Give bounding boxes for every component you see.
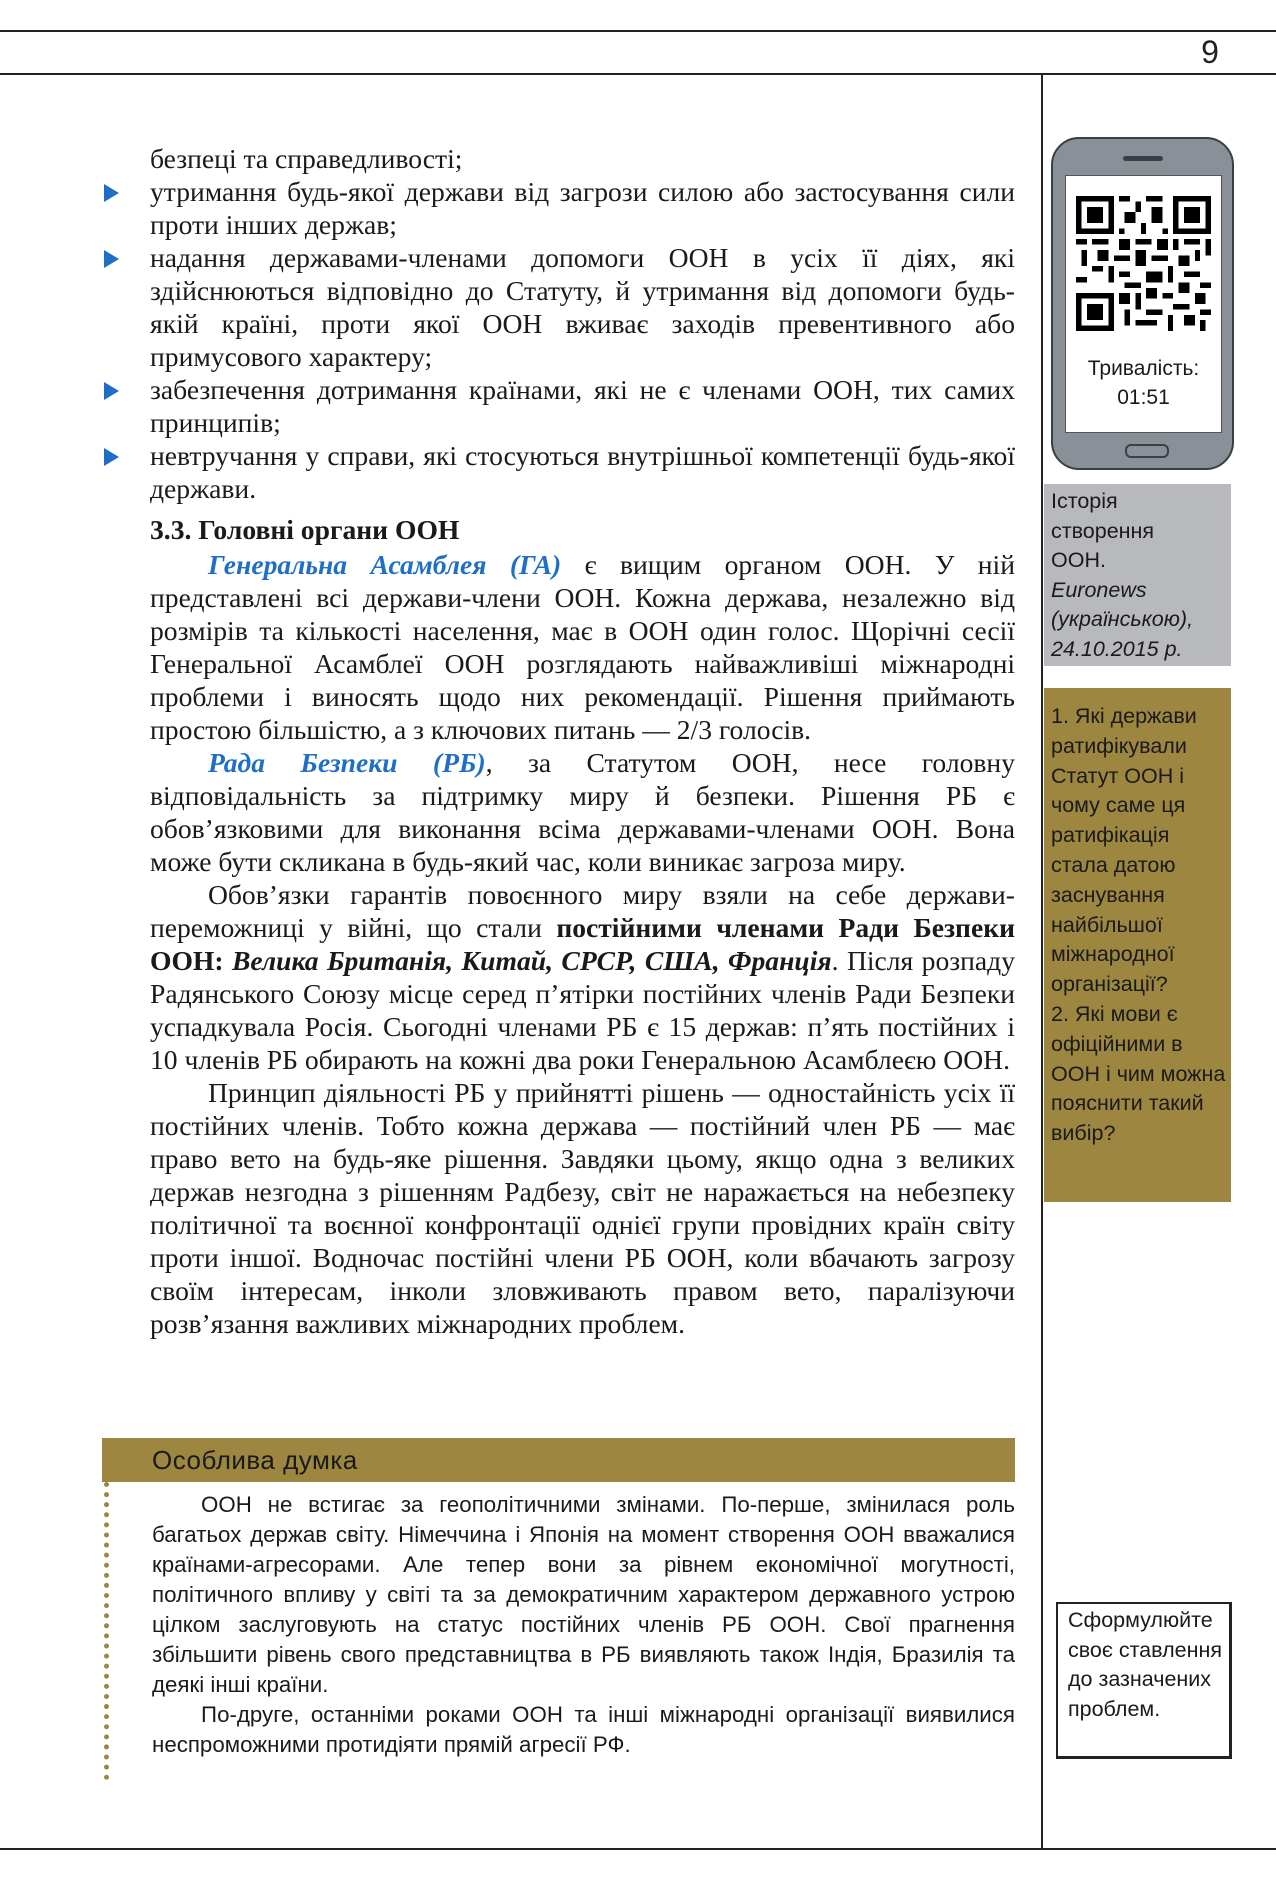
questions-box [1044, 688, 1231, 1202]
video-source-name: Euronews [1051, 577, 1147, 602]
opinion-paragraph: ООН не встигає за геополітичними змінами. По-перше, змінилася роль багатьох держав світу. Німеччина і Японія на момент створення ООН вважалися країнами-агресорами. Але тепер вони за рівнем економічної могутності, політичного впливу у світі та за демократичним характером державного устрою цілком заслуговують на статус постійних членів РБ ООН. Свої прагнення збільшити рівень свого представництва в РБ виявляють також Індія, Бразилія та деякі інші країни. [152, 1492, 1015, 1697]
paragraph-security-council [150, 746, 1015, 878]
permanent-members-list: Велика Британія, Китай, СРСР, США, Франція [232, 945, 832, 976]
special-opinion-box [102, 1438, 1015, 1780]
continuation-text: безпеці та справедливості; [150, 143, 463, 174]
task-box: Сформулюйте своє ставлення до зазначених проблем. [1056, 1602, 1232, 1759]
opinion-paragraph: По-друге, останніми роками ООН та інші міжнародні організації виявилися неспроможними протидіяти прямій агресії РФ. [152, 1702, 1015, 1757]
qr-code-icon[interactable] [1076, 196, 1211, 331]
paragraph-text: . Після розпаду Радянського Союзу місце серед п’ятірки постійних членів Ради Безпеки успадкувала Росія. Сьогодні членами РБ є 15 держав: п’ять постійних і 10 членів РБ обирають на кожні два роки Генеральною Асамблеєю ООН. [150, 945, 1016, 1075]
list-item: утримання будь-якої держави від загрози силою або застосування сили проти інших держав; [150, 176, 1015, 240]
principles-list [150, 175, 1015, 505]
header-rule [0, 73, 1276, 75]
list-item: надання державами-членами допомоги ООН в усіх її діях, які здійснюються відповідно до Статуту, й утримання від допомоги будь-якій країні, проти якої ООН вживає заходів превентивного або примусового характеру; [150, 242, 1015, 372]
sidebar-divider [1041, 74, 1043, 1848]
special-opinion-title: Особлива думка [102, 1438, 1015, 1482]
video-language: (українською), [1051, 607, 1194, 631]
phone-screen [1065, 175, 1222, 433]
phone-icon [1051, 137, 1234, 470]
special-opinion-body [104, 1482, 1015, 1780]
paragraph-general-assembly [150, 548, 1015, 746]
duration-label: Тривалість: [1087, 357, 1200, 380]
paragraph-permanent-members [150, 878, 1015, 1076]
phone-home-button [1125, 444, 1169, 458]
main-text [150, 142, 1015, 1340]
phone-speaker [1123, 156, 1163, 161]
list-item: невтручання у справи, які стосуються внутрішньої компетенції будь-якої держави. [150, 440, 1015, 504]
list-item: забезпечення дотримання країнами, які не є членами ООН, тих самих принципів; [150, 374, 1015, 438]
video-caption-date [1051, 635, 1227, 665]
permanent-members-label: постійними членами Ради Безпеки ООН: [150, 912, 1015, 976]
video-caption-source [1051, 576, 1227, 606]
video-date: 24.10.2015 р. [1051, 636, 1183, 661]
term-security-council: Рада Безпеки (РБ) [207, 747, 486, 778]
video-caption-line: створення [1051, 518, 1155, 543]
video-duration [1066, 354, 1221, 412]
paragraph-text: є вищим органом ООН. У ній представлені всі держави-члени ООН. Кожна держава, незалежно від розмірів та кількості населення, має в ООН один голос. Щорічні сесії Генеральної Асамблеї ООН розглядають найважливіші міжнародні проблеми і виносять щодо них рекомендації. Рішення приймають простою більшістю, а з ключових питань — 2/3 голосів. [150, 549, 1015, 745]
video-caption-line: Історія [1051, 489, 1118, 513]
footer-rule [0, 1848, 1276, 1850]
paragraph-text: Обов’язки гарантів повоєнного миру взяли на себе держави-переможниці у війні, що стали [150, 879, 1015, 943]
video-caption [1044, 484, 1231, 666]
question-1: 1. Які держави ратифікували Статут ООН і чому саме ця ратифікація стала датою заснування найбільшої міжнародної організації? [1051, 704, 1197, 997]
video-caption-language [1051, 605, 1227, 635]
video-caption-line: ООН. [1051, 548, 1106, 572]
paragraph-veto: Принцип діяльності РБ у прийнятті рішень — одностайність усіх її постійних членів. Тобто кожна держава — постійний член РБ — має право вето на будь-яке рішення. Завдяки цьому, якщо одна з великих держав незгодна з рішенням Радбезу, світ не наражається на небезпеку політичної та воєнної конфронтації однієї групи провідних країн світу проти іншої. Водночас постійні члени РБ ООН, коли вбачають загрозу своїм інтересам, інколи зловживають правом вето, паралізуючи розв’язання важливих міжнародних проблем. [150, 1077, 1015, 1339]
paragraph-text: , за Статутом ООН, несе головну відповідальність за підтримку миру й безпеки. Рішення РБ є обов’язковими для виконання всіма державами-членами ООН. Вона може бути скликана в будь-який час, коли виникає загроза миру. [150, 747, 1015, 877]
section-heading: 3.3. Головні органи ООН [150, 514, 460, 545]
page-number: 9 [1201, 34, 1219, 70]
top-rule [0, 30, 1276, 32]
term-general-assembly: Генеральна Асамблея (ГА) [207, 549, 562, 580]
question-2: 2. Які мови є офіційними в ООН і чим можна пояснити такий вибір? [1051, 1001, 1226, 1146]
duration-value: 01:51 [1117, 386, 1170, 409]
